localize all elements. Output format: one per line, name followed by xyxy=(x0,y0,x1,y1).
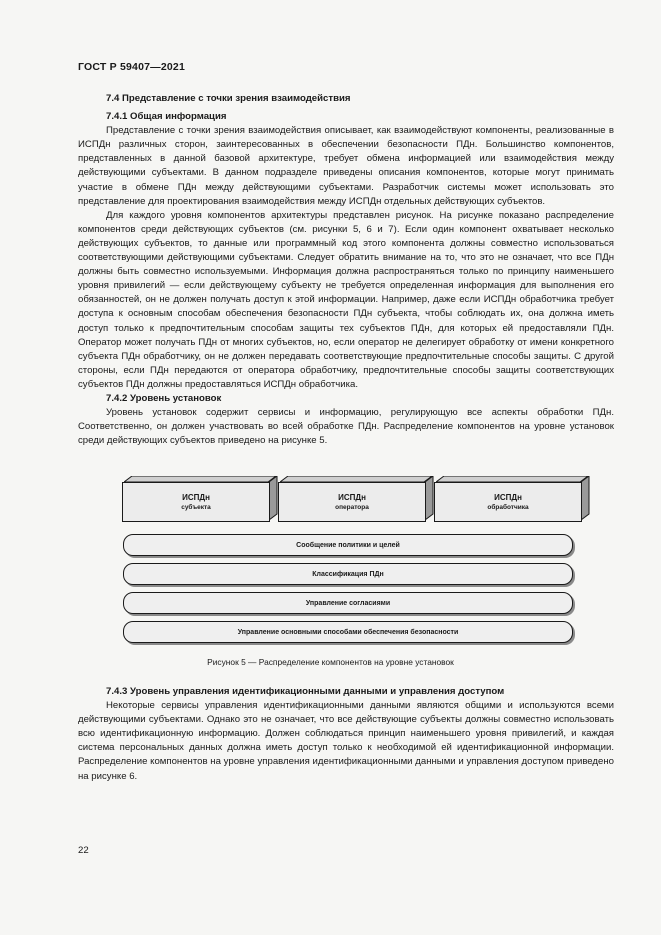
section-title-7-4-1: 7.4.1 Общая информация xyxy=(106,111,227,123)
figure-5-diagram xyxy=(118,476,578,644)
bar-pd-classification: Классификация ПДн xyxy=(123,563,573,585)
bar-security-management: Управление основными способами обеспечения безопасности xyxy=(123,621,573,643)
box-subtitle: субъекта xyxy=(181,503,211,511)
paragraph-7-4-1-a: Представление с точки зрения взаимодействия описывает, как взаимодействуют компоненты, реализованные в ИСПДн различных сторон, заинтересованных в обеспечении безопасности ПДн. Большинство компонентов, представленных в данной базовой архитектуре, требует обмена информацией или взаимодействия между действующими субъектами. В данном подразделе приведены описания компонентов, которые могут принимать участие в обмене ПДн между действующими субъектами. Разработчик системы может использовать это представление для проектирования взаимодействия между ИСПДн отдельных действующих субъектов. xyxy=(78,125,614,207)
box-ispdn-subject xyxy=(122,476,280,522)
box-title: ИСПДн xyxy=(338,492,366,502)
bar-policy-messages: Сообщение политики и целей xyxy=(123,534,573,556)
figure-5-caption: Рисунок 5 — Распределение компонентов на уровне установок xyxy=(207,657,454,667)
box-title: ИСПДн xyxy=(182,492,210,502)
paragraph-7-4-1-b: Для каждого уровня компонентов архитектуры представлен рисунок. На рисунке показано распределение компонентов среди действующих субъектов (см. рисунки 5, 6 и 7). Если один компонент охватывает несколько действующих субъектов, то данные или программный код этого компонента должны совместно использоваться соответствующими действующими субъектами. Следует обратить внимание на то, что это не означает, что все ПДн должны быть совместно используемыми. Информация должна распространяться только по принципу наименьшего уровня привилегий — если действующему субъекту не требуется определенная информация для выполнения его обязанностей, он не должен получать доступ к этой информации. Например, даже если ИСПДн обработчика требует доступа к основным способам обеспечения безопасности ПДн субъекта, чтобы соблюдать их, она должна иметь доступ только к предпочтительным способам защиты тех субъектов ПДн, для которых ей предоставляли ПДн. Оператор может получать ПДн от многих субъектов, но, если оператор не делегирует обработку от имени конкретного субъекта ПДн обработчику, он не должен передавать соответствующие предпочтительные способы защиты. С другой стороны, если ПДн передаются от оператора обработчику, предпочтительные способы защиты соответствующих субъектов ПДн должны предоставляться ИСПДн обработчика. xyxy=(78,209,614,390)
section-7-4-3 xyxy=(78,685,614,784)
box-subtitle: обработчика xyxy=(487,503,529,511)
page-number: 22 xyxy=(78,845,89,856)
section-title-7-4: 7.4 Представление с точки зрения взаимодействия xyxy=(106,93,351,104)
box-subtitle: оператора xyxy=(335,503,369,511)
bar-consent-management: Управление согласиями xyxy=(123,592,573,614)
box-ispdn-operator xyxy=(278,476,436,522)
document-header: ГОСТ Р 59407—2021 xyxy=(78,61,186,73)
paragraph-7-4-2: Уровень установок содержит сервисы и информацию, регулирующую все аспекты обработки ПДн. Соответственно, он должен участвовать во всей обработке ПДн. Распределение компонентов на уровне установок среди действующих субъектов приведено на рисунке 5. xyxy=(78,407,614,447)
paragraph-7-4-3: Некоторые сервисы управления идентификационными данными являются общими и используются всеми действующими субъектами. Однако это не означает, что все действующие субъекты должны совместно использовать всю идентификационную информацию. Должен соблюдаться принцип наименьшего уровня привилегий, и каждая система персональных данных должна иметь доступ только к необходимой ей идентификационной информации. Распределение компонентов на уровне управления идентификационными данными и управления доступом приведено на рисунке 6. xyxy=(78,700,614,782)
section-7-4 xyxy=(78,92,614,448)
section-title-7-4-3: 7.4.3 Уровень управления идентификационными данными и управления доступом xyxy=(106,686,505,697)
section-title-7-4-2: 7.4.2 Уровень установок xyxy=(106,392,222,404)
box-title: ИСПДн xyxy=(494,492,522,502)
box-ispdn-processor xyxy=(434,476,592,522)
